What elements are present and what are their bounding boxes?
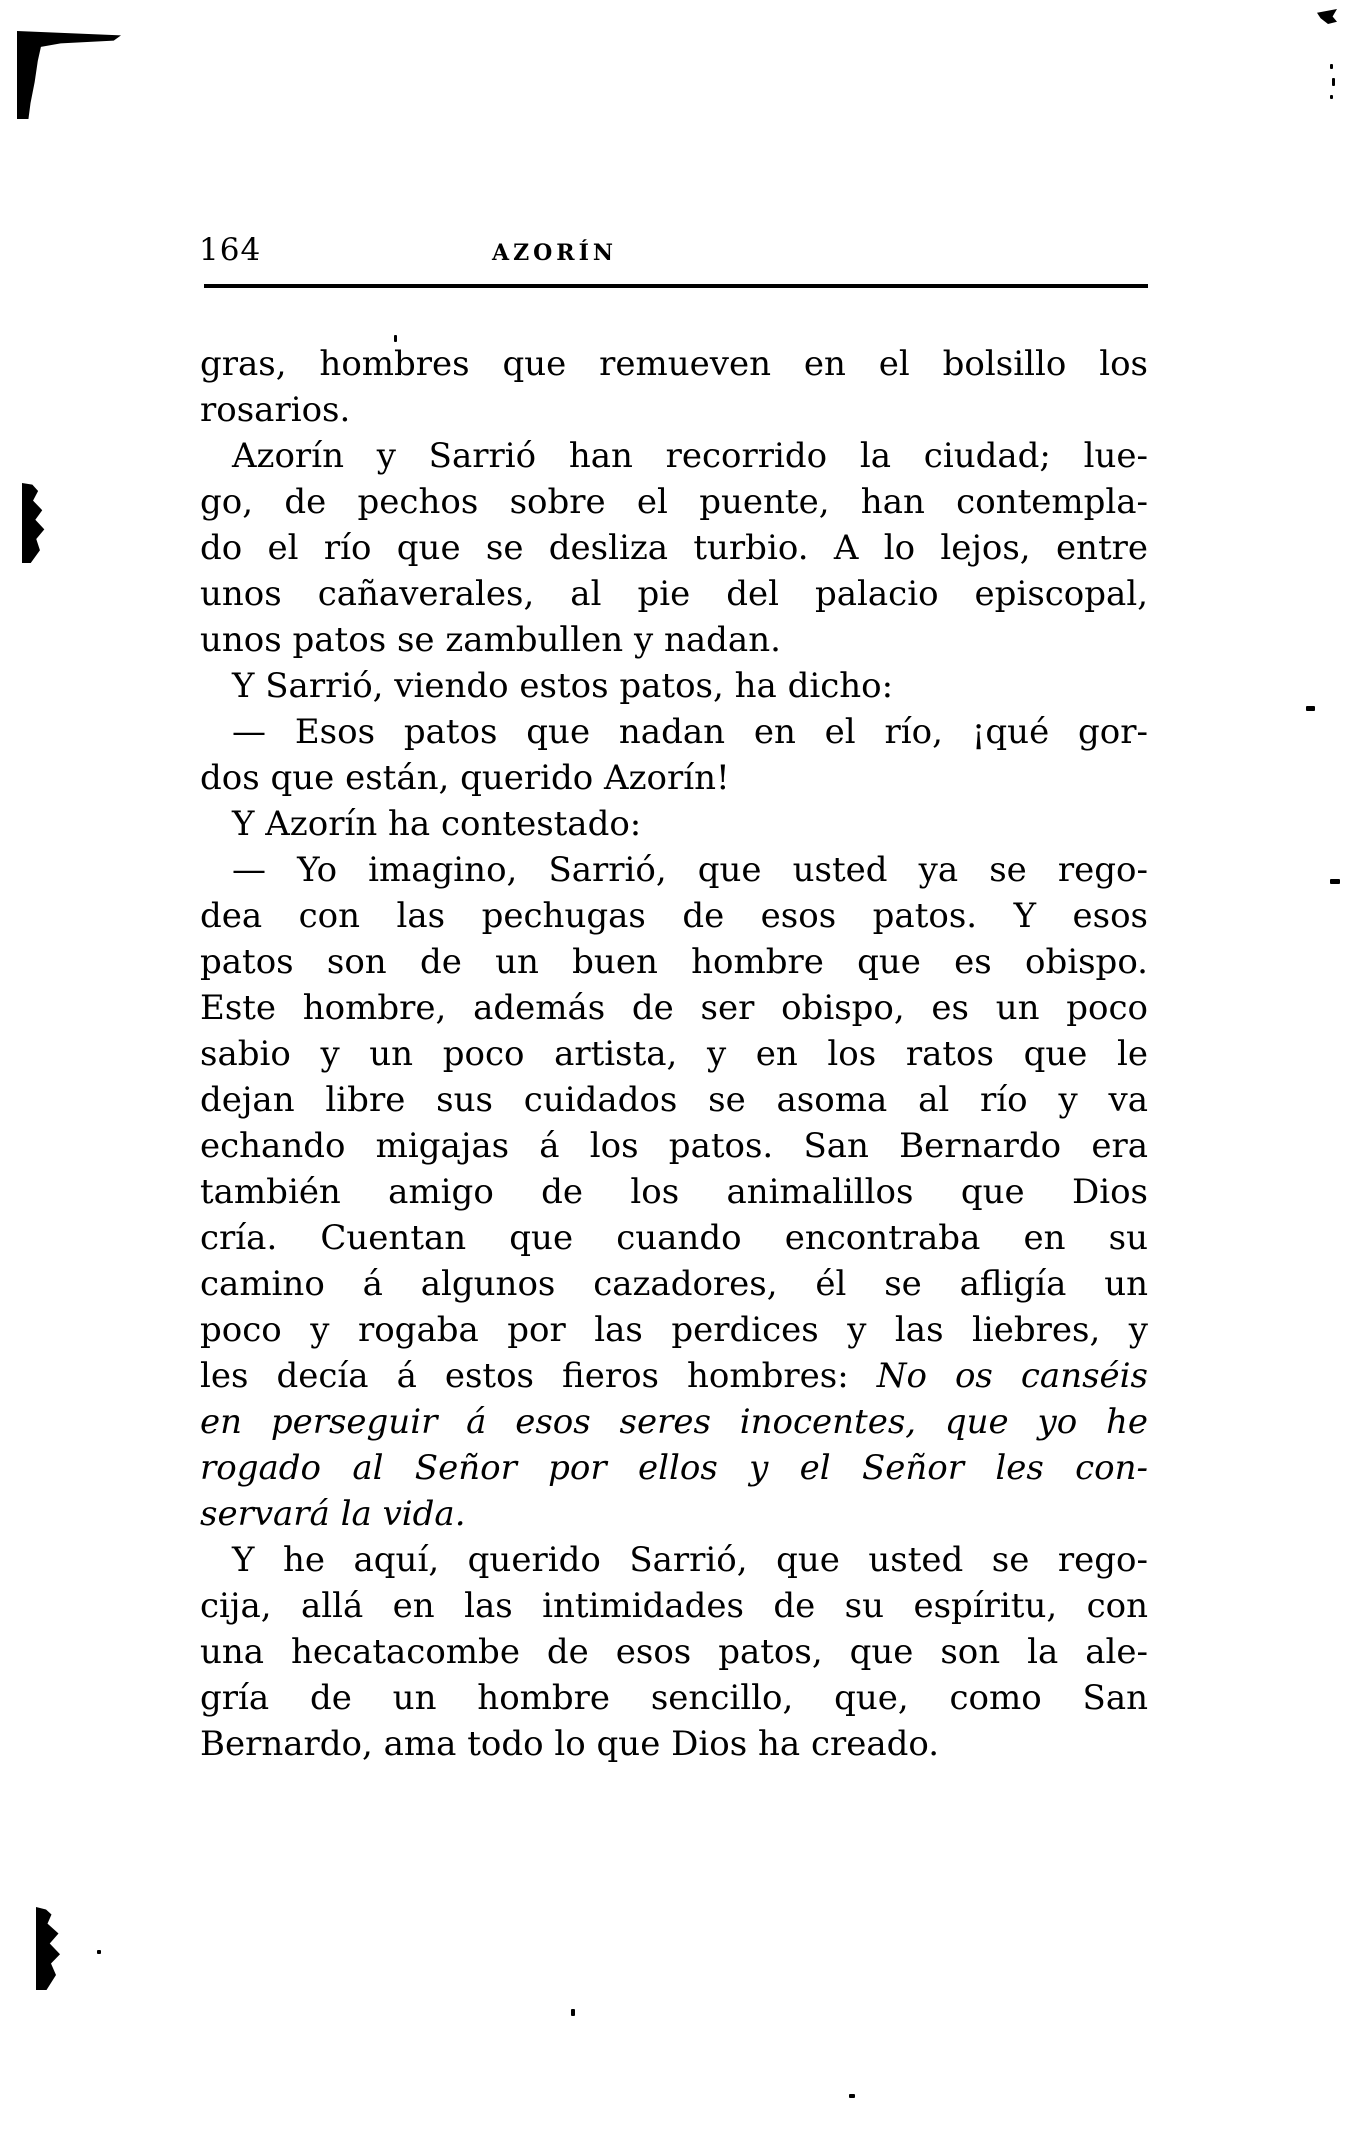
text-line xyxy=(200,1675,1148,1721)
scan-speck xyxy=(571,2009,575,2016)
roman-text: Y Azorín ha contestado: xyxy=(232,804,642,844)
roman-text: patos son de un buen hombre que es obispo. xyxy=(200,942,1148,982)
header-rule xyxy=(204,284,1148,288)
text-line xyxy=(200,1031,1148,1077)
text-line xyxy=(200,1307,1148,1353)
scan-speck xyxy=(1306,706,1315,711)
scan-speck xyxy=(1330,879,1340,884)
roman-text: sabio y un poco artista, y en los ratos que le xyxy=(200,1034,1148,1074)
text-line xyxy=(200,341,1148,387)
roman-text: camino á algunos cazadores, él se afligía un xyxy=(200,1264,1148,1304)
text-line xyxy=(200,525,1148,571)
scan-speck xyxy=(1332,78,1335,86)
text-line xyxy=(200,1261,1148,1307)
roman-text: echando migajas á los patos. San Bernardo era xyxy=(200,1126,1148,1166)
text-line xyxy=(200,801,1148,847)
roman-text: Bernardo, ama todo lo que Dios ha creado. xyxy=(200,1724,940,1764)
roman-text: cría. Cuentan que cuando encontraba en su xyxy=(200,1218,1148,1258)
scan-artifact-top-right xyxy=(1317,9,1337,24)
roman-text: gras, hombres que remueven en el bolsillo los xyxy=(200,344,1148,384)
roman-text: les decía á estos fieros hombres: xyxy=(200,1356,877,1396)
text-line xyxy=(200,617,1148,663)
text-line xyxy=(200,1537,1148,1583)
text-line xyxy=(200,1583,1148,1629)
text-line xyxy=(200,1399,1148,1445)
scan-speck xyxy=(849,2094,855,2098)
roman-text: cija, allá en las intimidades de su espíritu, con xyxy=(200,1586,1148,1626)
text-line xyxy=(200,1123,1148,1169)
roman-text: Y he aquí, querido Sarrió, que usted se rego- xyxy=(232,1540,1148,1580)
text-line xyxy=(200,893,1148,939)
text-line xyxy=(200,755,1148,801)
roman-text: unos patos se zambullen y nadan. xyxy=(200,620,781,660)
running-title: AZORÍN xyxy=(492,240,617,266)
scan-speck xyxy=(1330,95,1333,99)
roman-text: Este hombre, además de ser obispo, es un poco xyxy=(200,988,1148,1028)
roman-text: Y Sarrió, viendo estos patos, ha dicho: xyxy=(232,666,894,706)
roman-text: rosarios. xyxy=(200,390,351,430)
text-line xyxy=(200,1491,1148,1537)
roman-text: dejan libre sus cuidados se asoma al río y va xyxy=(200,1080,1148,1120)
text-line xyxy=(200,1629,1148,1675)
text-line xyxy=(200,1353,1148,1399)
roman-text: go, de pechos sobre el puente, han contempla- xyxy=(200,482,1148,522)
text-line xyxy=(200,1077,1148,1123)
italic-text: en perseguir á esos seres inocentes, que yo he xyxy=(200,1402,1148,1442)
text-line xyxy=(200,433,1148,479)
roman-text: unos cañaverales, al pie del palacio episcopal, xyxy=(200,574,1148,614)
text-line xyxy=(200,571,1148,617)
text-line xyxy=(200,479,1148,525)
roman-text: Azorín y Sarrió han recorrido la ciudad; lue- xyxy=(232,436,1148,476)
scan-speck xyxy=(1330,64,1333,69)
roman-text: también amigo de los animalillos que Dios xyxy=(200,1172,1148,1212)
roman-text: do el río que se desliza turbio. A lo lejos, entre xyxy=(200,528,1148,568)
scan-speck xyxy=(394,335,397,342)
roman-text: — Esos patos que nadan en el río, ¡qué gor- xyxy=(232,712,1148,752)
italic-text: rogado al Señor por ellos y el Señor les con- xyxy=(200,1448,1148,1488)
scan-speck xyxy=(97,1950,101,1954)
text-block xyxy=(200,341,1148,1767)
text-line xyxy=(200,985,1148,1031)
text-line xyxy=(200,847,1148,893)
roman-text: gría de un hombre sencillo, que, como San xyxy=(200,1678,1148,1718)
roman-text: dos que están, querido Azorín! xyxy=(200,758,730,798)
text-line xyxy=(200,387,1148,433)
roman-text: dea con las pechugas de esos patos. Y esos xyxy=(200,896,1148,936)
scan-artifact-bottom-left xyxy=(36,1907,61,1990)
roman-text: poco y rogaba por las perdices y las liebres, y xyxy=(200,1310,1148,1350)
text-line xyxy=(200,939,1148,985)
page-number: 164 xyxy=(199,232,262,268)
text-line xyxy=(200,1215,1148,1261)
text-line xyxy=(200,1445,1148,1491)
text-line xyxy=(200,663,1148,709)
text-line xyxy=(200,709,1148,755)
italic-text: servará la vida. xyxy=(200,1494,466,1534)
scan-artifact-top-left xyxy=(17,31,121,119)
scan-artifact-left-edge xyxy=(22,483,45,563)
italic-text: No os canséis xyxy=(876,1356,1148,1396)
roman-text: — Yo imagino, Sarrió, que usted ya se rego- xyxy=(232,850,1148,890)
roman-text: una hecatacombe de esos patos, que son la ale- xyxy=(200,1632,1148,1672)
text-line xyxy=(200,1169,1148,1215)
text-line xyxy=(200,1721,1148,1767)
